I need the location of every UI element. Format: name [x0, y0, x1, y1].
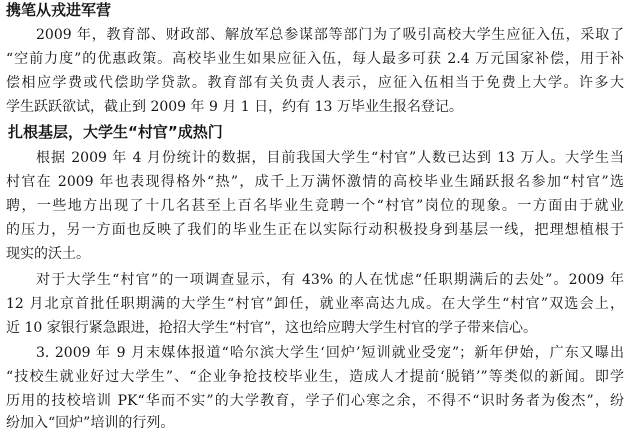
paragraph-line: 学生跃跃欲试，截止到 2009 年 9 月 1 日，约有 13 万毕业生报名登记。 — [6, 99, 463, 115]
paragraph-line: 根据 2009 年 4 月份统计的数据，目前我国大学生“村官”人数已达到 13 万人。大学生当 — [36, 150, 624, 166]
paragraph-line: 现实的沃土。 — [6, 246, 90, 262]
section-heading-military: 携笔从戎进军营 — [6, 1, 112, 19]
paragraph-line: 偿相应学费或代偿助学贷款。教育部有关负责人表示，应征入伍相当于免费上大学。许多大 — [6, 75, 624, 91]
paragraph-line: 的压力，另一方面也反映了我们的毕业生正在以实际行动积极投身到基层一线，把理想植根于 — [6, 222, 624, 238]
section-heading-village-officials: 扎根基层，大学生“村官”成热门 — [8, 123, 223, 141]
paragraph-line: 村官在 2009 年也表现得格外“热”，成千上万满怀激情的高校毕业生踊跃报名参加“村官”选 — [6, 174, 624, 190]
paragraph-line: 12 月北京首批任职期满的大学生“村官”卸任，就业率高达九成。在大学生“村官”双选会上， — [6, 296, 624, 312]
paragraph-line: 对于大学生“村官”的一项调查显示，有 43% 的人在忧虑“任职期满后的去处”。2009 年 — [36, 272, 624, 288]
paragraph-line: “技校生就业好过大学生”、“企业争抢技校毕业生，造成人才提前‘脱销’”等类似的新闻。即学 — [6, 369, 624, 385]
paragraph-line: 近 10 家银行紧急跟进，抢招大学生“村官”，这也给应聘大学生村官的学子带来信心。 — [6, 320, 538, 336]
paragraph-line: 聘，一些地方出现了十几名甚至上百名毕业生竞聘一个“村官”岗位的现象。一方面由于就业 — [6, 198, 624, 214]
paragraph-line: 3. 2009 年 9 月末媒体报道“哈尔滨大学生‘回炉’短训就业受宠”；新年伊始，广东又曝出 — [36, 345, 624, 361]
paragraph-line: 纷加入“回炉”培训的行列。 — [6, 415, 175, 431]
paragraph-line: 2009 年，教育部、财政部、解放军总参谋部等部门为了吸引高校大学生应征入伍，采取了 — [36, 27, 624, 43]
paragraph-line: “空前力度”的优惠政策。高校毕业生如果应征入伍，每人最多可获 2.4 万元国家补偿，用于补 — [6, 51, 624, 67]
paragraph-line: 历用的技校培训 PK“华而不实”的大学教育，学子们心寒之余，不得不“识时务者为俊杰”，纷 — [6, 393, 624, 409]
